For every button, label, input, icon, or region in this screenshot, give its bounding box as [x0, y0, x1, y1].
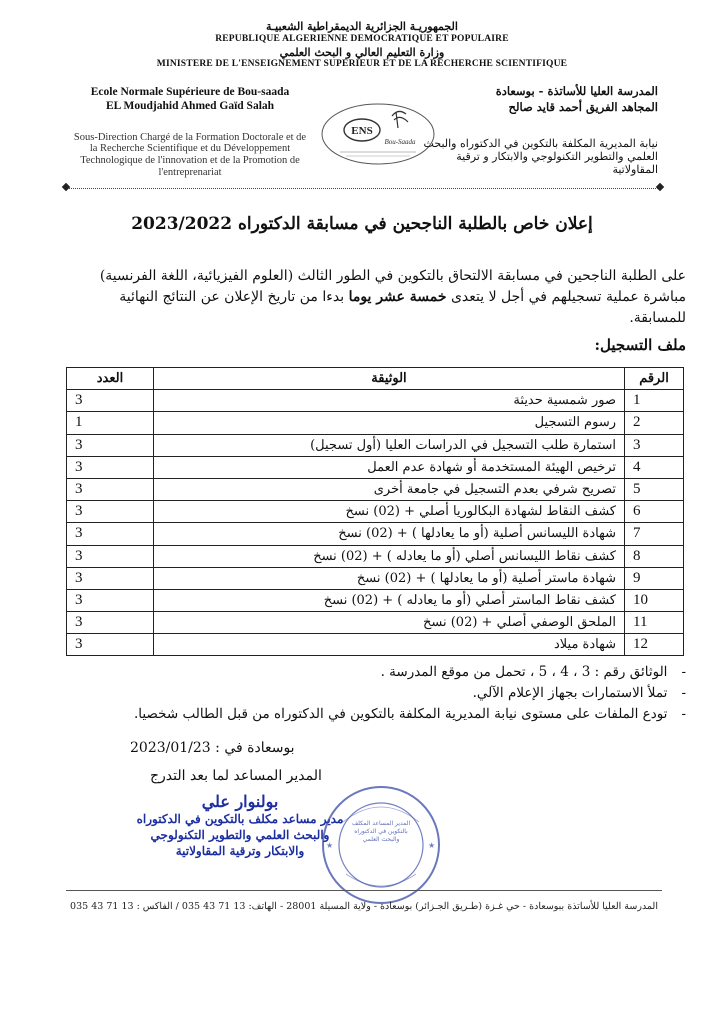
table-row: [67, 612, 684, 634]
table-row: [67, 567, 684, 589]
stamp-text: المدير المساعد المكلف بالتكوين في الدكتوراه والبحث العلمي: [351, 820, 411, 843]
svg-text:★: ★: [428, 841, 436, 850]
header-document: الوثيقة: [154, 368, 625, 390]
note-item: - تودع الملفات على مستوى نيابة المديرية المكلفة بالتكوين في الدكتوراه من قبل الطالب شخصيا.: [66, 704, 686, 725]
paragraph-deadline: خمسة عشر يوما: [348, 289, 447, 305]
table-row: [67, 589, 684, 611]
logo-subtext: Bou-Saada: [384, 138, 416, 146]
director-title: المدير المساعد لما بعد التدرج: [150, 768, 322, 784]
row-document: الملحق الوصفي أصلي + (02) نسخ: [154, 612, 625, 634]
separator-dot-left: [62, 183, 70, 191]
row-document: رسوم التسجيل: [154, 412, 625, 434]
row-number: 12: [625, 634, 684, 656]
signature-role-3: والابتكار وترقية المقاولاتية: [175, 844, 305, 859]
school-name-french-1: Ecole Normale Supérieure de Bou-saada: [90, 86, 290, 98]
row-document: كشف النقاط لشهادة البكالوريا أصلي + (02) نسخ: [154, 501, 625, 523]
row-count: 3: [67, 589, 154, 611]
separator-dot-right: [656, 183, 664, 191]
republic-french: REPUBLIQUE ALGERIENNE DEMOCRATIQUE ET POPULAIRE: [215, 33, 509, 44]
row-document: شهادة ماستر أصلية (أو ما يعادلها ) + (02) نسخ: [154, 567, 625, 589]
header-number: الرقم: [625, 368, 684, 390]
row-count: 1: [67, 412, 154, 434]
ministry-french: MINISTERE DE L'ENSEIGNEMENT SUPERIEUR ET DE LA RECHERCHE SCIENTIFIQUE: [156, 59, 568, 70]
issue-date: بوسعادة في : 2023/01/23: [130, 740, 295, 756]
signature-name: بولنوار علي: [201, 792, 279, 811]
row-count: 3: [67, 523, 154, 545]
ministry-arabic: وزارة التعليم العالي و البحث العلمي: [279, 45, 445, 59]
republic-arabic: الجمهوريـة الجزائرية الديمقراطية الشعبيـة: [266, 20, 458, 33]
institution-header-arabic: [418, 84, 658, 177]
row-count: 3: [67, 634, 154, 656]
row-number: 5: [625, 478, 684, 500]
note-item: - تملأ الاستمارات بجهاز الإعلام الآلي.: [66, 683, 686, 704]
national-header: [0, 20, 724, 71]
documents-table: [66, 367, 684, 656]
row-count: 3: [67, 567, 154, 589]
announcement-paragraph: [90, 266, 686, 329]
announcement-title: إعلان خاص بالطلبة الناجحين في مسابقة الدكتوراه 2023/2022: [131, 214, 593, 234]
paragraph-text-1: على الطلبة الناجحين في مسابقة الالتحاق بالتكوين في الطور الثالث (العلوم الفيزيائية، اللغة الفرنسية) مباشرة عملية تسجيلهم في أجل لا يتعدى: [99, 268, 686, 305]
table-row: [67, 523, 684, 545]
signature-role-1: مدير مساعد مكلف بالتكوين في الدكتوراه: [136, 812, 344, 826]
school-name-arabic-1: المدرسة العليا للأساتذة - بوسعادة: [495, 84, 658, 98]
row-number: 10: [625, 589, 684, 611]
row-number: 3: [625, 434, 684, 456]
table-row: [67, 390, 684, 412]
row-document: ترخيص الهيئة المستخدمة أو شهادة عدم العمل: [154, 456, 625, 478]
table-row: [67, 456, 684, 478]
subdirectorate-arabic: نيابة المديرية المكلفة بالتكوين في الدكتوراه والبحث العلمي والتطوير التكنولوجي والابتكار و ترقية المقاولاتية: [423, 137, 658, 177]
row-document: استمارة طلب التسجيل في الدراسات العليا (أول تسجيل): [154, 434, 625, 456]
institution-header-french: [70, 86, 310, 179]
note-item: - الوثائق رقم : 3 ، 4 ، 5 ، تحمل من موقع المدرسة .: [66, 662, 686, 683]
header-separator: [66, 188, 662, 189]
row-count: 3: [67, 434, 154, 456]
row-number: 7: [625, 523, 684, 545]
row-document: شهادة الليسانس أصلية (أو ما يعادلها ) + (02) نسخ: [154, 523, 625, 545]
row-document: شهادة ميلاد: [154, 634, 625, 656]
footer-separator: [66, 890, 662, 891]
paragraph-text-2: بدءا من تاريخ الإعلان عن النتائج النهائية للمسابقة.: [119, 289, 686, 326]
table-row: [67, 478, 684, 500]
table-row: [67, 545, 684, 567]
row-number: 9: [625, 567, 684, 589]
row-number: 4: [625, 456, 684, 478]
row-count: 3: [67, 501, 154, 523]
table-row: [67, 434, 684, 456]
table-row: [67, 634, 684, 656]
row-document: صور شمسية حديثة: [154, 390, 625, 412]
row-number: 1: [625, 390, 684, 412]
table-header-row: [67, 368, 684, 390]
row-count: 3: [67, 545, 154, 567]
row-document: تصريح شرفي بعدم التسجيل في جامعة أخرى: [154, 478, 625, 500]
row-count: 3: [67, 612, 154, 634]
row-document: كشف نقاط الليسانس أصلي (أو ما يعادله ) + (02) نسخ: [154, 545, 625, 567]
notes-list: [66, 662, 686, 725]
row-number: 2: [625, 412, 684, 434]
header-count: العدد: [67, 368, 154, 390]
logo-text: ENS: [351, 125, 373, 137]
row-document: كشف نقاط الماستر أصلي (أو ما يعادله ) + (02) نسخ: [154, 589, 625, 611]
row-count: 3: [67, 390, 154, 412]
footer-address: المدرسة العليا للأساتذة ببوسعادة - حي غـزة (طـريق الجـزائر) بوسعادة - ولاية المسيلة 28001 - الهاتف: 13 71 43 035 / الفاكس : 13 71 43 035: [70, 901, 658, 912]
subdirectorate-french: Sous-Direction Chargé de la Formation Doctorale et de la Recherche Scientifique et du Développement Technologique de l'innovation et de la Promotion de l'entreprenariat: [73, 131, 307, 178]
row-count: 3: [67, 478, 154, 500]
svg-text:★: ★: [326, 841, 334, 850]
signature-role-2: والبحث العلمي والتطوير التكنولوجي: [150, 828, 330, 843]
row-number: 8: [625, 545, 684, 567]
table-row: [67, 412, 684, 434]
school-name-french-2: EL Moudjahid Ahmed Gaïd Salah: [105, 99, 275, 112]
row-number: 6: [625, 501, 684, 523]
table-row: [67, 501, 684, 523]
registration-file-label: ملف التسجيل:: [594, 336, 686, 354]
row-number: 11: [625, 612, 684, 634]
row-count: 3: [67, 456, 154, 478]
school-name-arabic-2: المجاهد الفريق أحمد قايد صالح: [508, 99, 658, 114]
